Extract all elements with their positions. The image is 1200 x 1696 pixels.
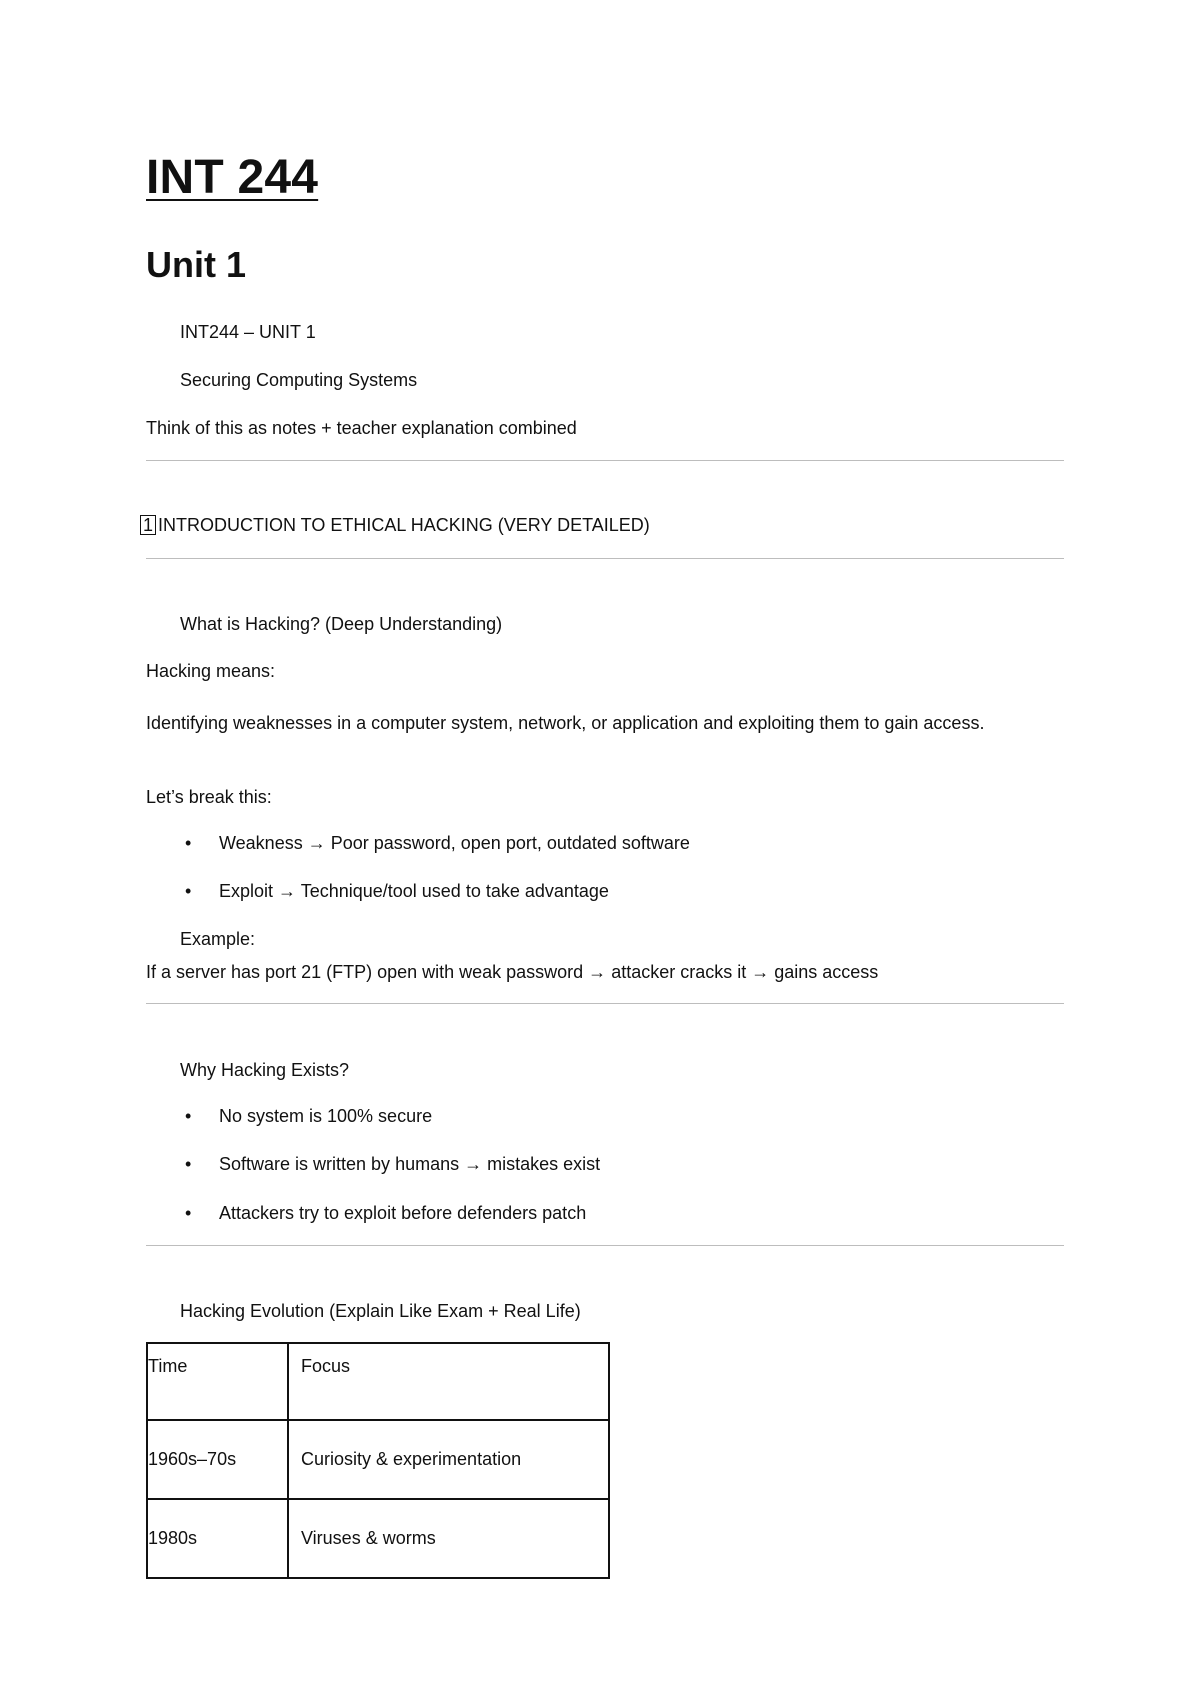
section-number-box: 1 [140, 515, 156, 535]
intro-note: Think of this as notes + teacher explanation combined [146, 418, 577, 438]
hacking-definition: Identifying weaknesses in a computer system, network, or application and exploiting them to gain access. [146, 713, 985, 733]
bullet-exploit: Exploit → Technique/tool used to take advantage [219, 881, 609, 901]
section-heading-text: INTRODUCTION TO ETHICAL HACKING (VERY DETAILED) [158, 515, 650, 535]
table-cell-focus: Viruses & worms [288, 1499, 609, 1578]
bullet-attackers-exploit: Attackers try to exploit before defenders patch [219, 1203, 587, 1223]
subtitle-line-2: Securing Computing Systems [180, 370, 418, 390]
hacking-means-label: Hacking means: [146, 661, 276, 681]
table-row [147, 1499, 609, 1578]
subtitle-line-1: INT244 – UNIT 1 [180, 322, 316, 342]
divider [146, 1003, 1064, 1004]
divider [146, 1245, 1064, 1246]
unit-heading: Unit 1 [146, 244, 247, 285]
section-heading [140, 514, 650, 536]
evolution-table [146, 1342, 610, 1579]
table-row [147, 1420, 609, 1499]
why-hacking-heading: Why Hacking Exists? [180, 1060, 350, 1080]
bullet-no-system-secure: No system is 100% secure [219, 1106, 433, 1126]
what-is-hacking-heading: What is Hacking? (Deep Understanding) [180, 614, 503, 634]
table-cell-time: 1980s [147, 1499, 288, 1578]
bullet-dot: • [185, 833, 192, 853]
table-cell-time: 1960s–70s [147, 1420, 288, 1499]
bullet-dot: • [185, 1154, 192, 1174]
table-header-time: Time [147, 1343, 288, 1420]
divider [146, 558, 1064, 559]
table-cell-focus: Curiosity & experimentation [288, 1420, 609, 1499]
bullet-weakness: Weakness → Poor password, open port, outdated software [219, 833, 690, 853]
bullet-dot: • [185, 881, 192, 901]
evolution-heading: Hacking Evolution (Explain Like Exam + Real Life) [180, 1301, 581, 1321]
bullet-human-mistakes: Software is written by humans → mistakes exist [219, 1154, 601, 1174]
document-title: INT 244 [146, 151, 319, 204]
example-text: If a server has port 21 (FTP) open with weak password → attacker cracks it → gains access [146, 962, 879, 982]
divider [146, 460, 1064, 461]
table-header-focus: Focus [288, 1343, 609, 1420]
break-this-label: Let’s break this: [146, 787, 272, 807]
example-label: Example: [180, 929, 256, 949]
table-header-row [147, 1343, 609, 1420]
bullet-dot: • [185, 1203, 192, 1223]
bullet-dot: • [185, 1106, 192, 1126]
